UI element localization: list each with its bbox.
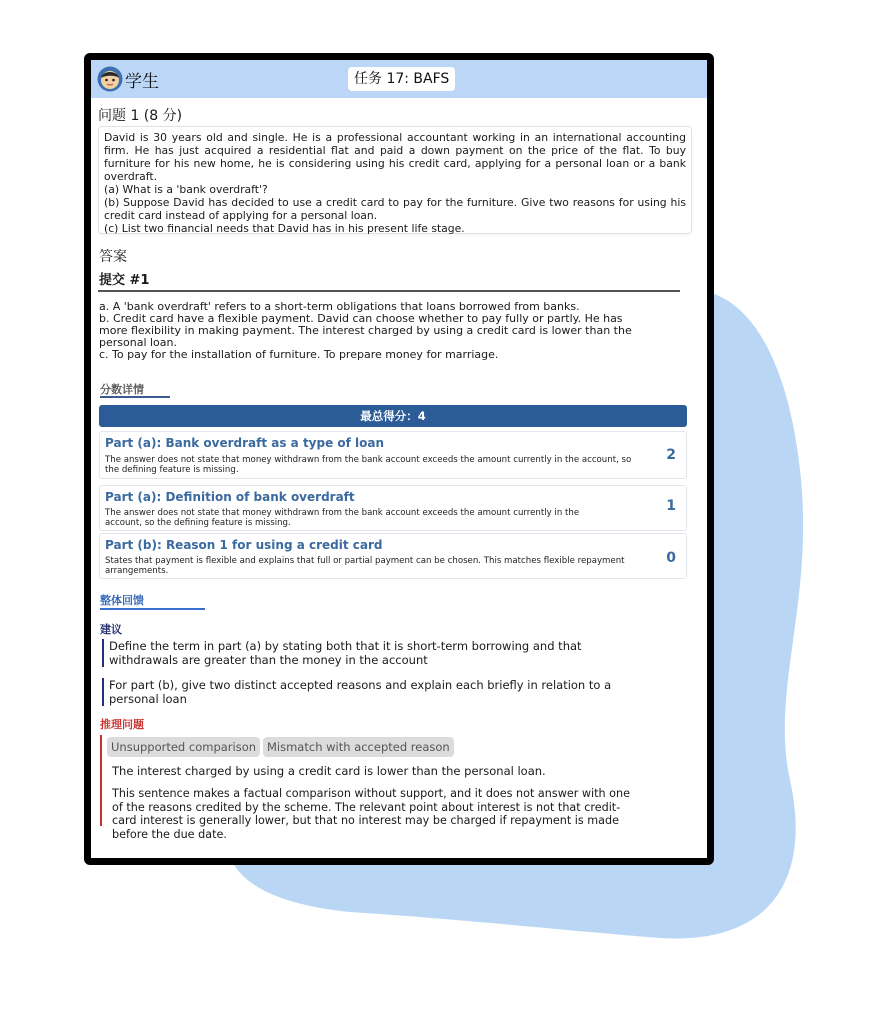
total-score-bar: 最总得分：4 bbox=[99, 405, 687, 427]
overall-feedback-title: 整体回馈 bbox=[100, 594, 144, 607]
question-paragraph: David is 30 years old and single. He is a professional accountant working in an international accounting firm. He has just acquired a residential flat and paid a down payment on the price of the flat. To buy furniture for his new home, he is considering using his credit card, applying for a personal loan or a bank overdraft. bbox=[104, 131, 686, 183]
submission-divider bbox=[98, 290, 680, 292]
issue-explanation: This sentence makes a factual comparison without support, and it does not answer with one of the reasons credited by the scheme. The relevant point about interest is not that credit-card interest is generally lower, but that no interest may be charged if repayment is made before the due date. bbox=[112, 787, 631, 841]
submission-label[interactable]: 提交 #1 bbox=[99, 273, 150, 288]
score-details-title: 分数详情 bbox=[100, 383, 144, 396]
question-part-a: (a) What is a 'bank overdraft'? bbox=[104, 183, 268, 196]
issue-tag: Unsupported comparison bbox=[107, 737, 260, 757]
criterion-title: Part (a): Bank overdraft as a type of loan bbox=[105, 436, 385, 450]
criterion-card[interactable] bbox=[99, 533, 687, 579]
suggestions-title: 建议 bbox=[100, 623, 122, 636]
question-heading: 问题 1 (8 分) bbox=[98, 108, 183, 124]
criterion-description: States that payment is flexible and explains that full or partial payment can be chosen. This matches flexible repayment arrangements. bbox=[105, 556, 625, 576]
student-avatar-icon bbox=[97, 66, 123, 92]
task-title: 任务 17: BAFS bbox=[348, 67, 455, 91]
suggestion-item: For part (b), give two distinct accepted reasons and explain each briefly in relation to a personal loan bbox=[102, 678, 650, 706]
reasoning-issues-title: 推理问题 bbox=[100, 718, 144, 731]
student-label: 学生 bbox=[125, 72, 159, 92]
answer-line-c: c. To pay for the installation of furniture. To prepare money for marriage. bbox=[99, 348, 499, 361]
criterion-score: 2 bbox=[666, 447, 676, 463]
criterion-card[interactable] bbox=[99, 431, 687, 479]
suggestion-item: Define the term in part (a) by stating both that it is short-term borrowing and that withdrawals are greater than the money in the account bbox=[102, 639, 650, 667]
criterion-score: 0 bbox=[666, 550, 676, 566]
criterion-description: The answer does not state that money withdrawn from the bank account exceeds the amount currently in the account, so the defining feature is missing. bbox=[105, 508, 580, 528]
criterion-title: Part (a): Definition of bank overdraft bbox=[105, 490, 355, 504]
score-details-underline bbox=[100, 396, 170, 398]
answer-line-b: b. Credit card have a flexible payment. David can choose whether to pay fully or partly. He has more flexibility in making payment. The interest charged by using a credit card is lower than the personal loan. bbox=[99, 312, 632, 349]
answer-text bbox=[99, 301, 645, 361]
criterion-title: Part (b): Reason 1 for using a credit card bbox=[105, 538, 383, 552]
criterion-card[interactable] bbox=[99, 485, 687, 531]
overall-feedback-underline bbox=[100, 608, 205, 610]
quoted-sentence: The interest charged by using a credit card is lower than the personal loan. bbox=[112, 764, 546, 778]
criterion-description: The answer does not state that money withdrawn from the bank account exceeds the amount currently in the account, so the defining feature is missing. bbox=[105, 455, 632, 475]
answer-line-a: a. A 'bank overdraft' refers to a short-term obligations that loans borrowed from banks. bbox=[99, 300, 580, 313]
question-part-c: (c) List two financial needs that David has in his present life stage. bbox=[104, 222, 465, 235]
answer-heading: 答案 bbox=[99, 249, 127, 265]
top-bar bbox=[91, 60, 707, 98]
question-part-b: (b) Suppose David has decided to use a credit card to pay for the furniture. Give two reasons for using his credit card instead of applying for a personal loan. bbox=[104, 196, 686, 222]
issue-tag: Mismatch with accepted reason bbox=[263, 737, 454, 757]
question-box bbox=[98, 126, 692, 234]
reasoning-issue-block bbox=[100, 735, 647, 841]
app-window bbox=[84, 53, 714, 865]
criterion-score: 1 bbox=[666, 498, 676, 514]
